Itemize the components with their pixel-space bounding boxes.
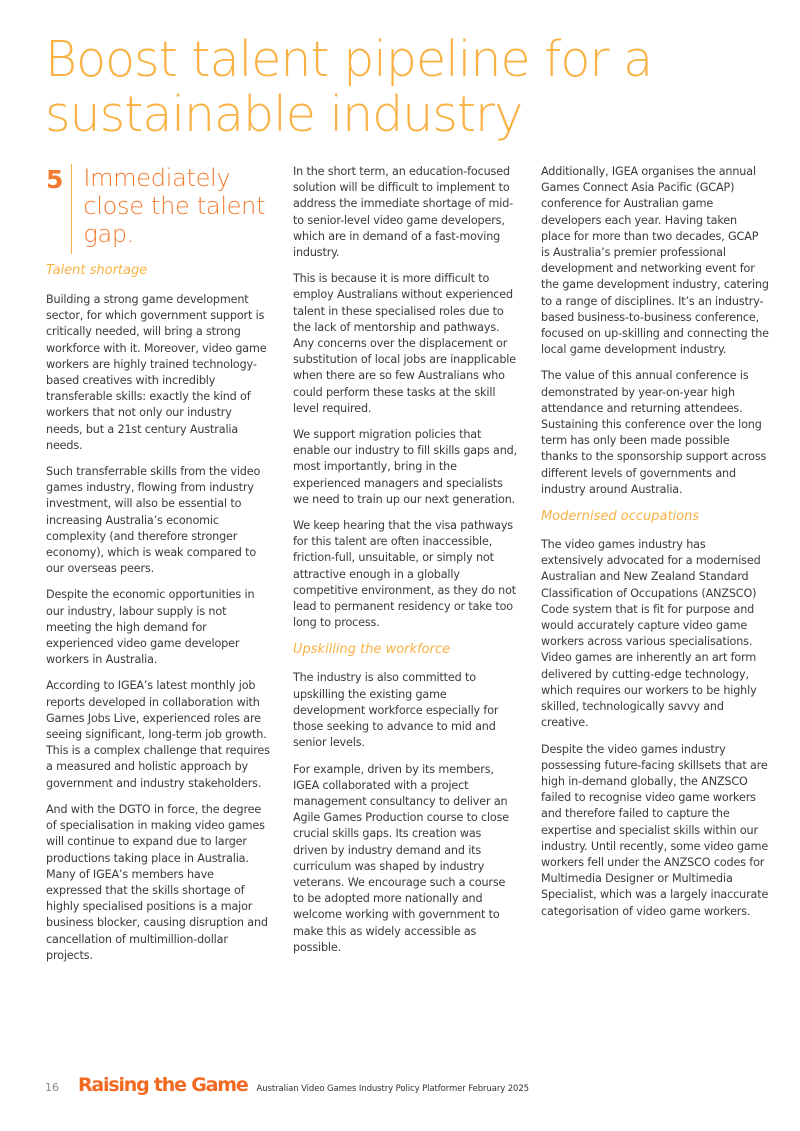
- subhead-upskilling: Upskilling the workforce: [293, 642, 451, 658]
- paragraph: Building a strong game development sector, for which government support is critically needed, will bring a strong workforce with it. Moreover, video game workers are highly trained technology-based creatives with incredibly transferable skills: exactly the kind of workers that not only our industry needs, but a 21st century Australia needs.: [46, 293, 267, 452]
- paragraph: According to IGEA’s latest monthly job reports developed in collaboration with Games Jobs Live, experienced roles are seeing significant, long-term job growth. This is a complex challenge that requires a measured and holistic approach by government and industry stakeholders.: [46, 679, 270, 790]
- section-heading: [46, 164, 271, 254]
- paragraph: For example, driven by its members, IGEA collaborated with a project management consultancy to deliver an Agile Games Production course to close crucial skills gaps. Its creation was driven by industry demand and its curriculum was shaped by industry veterans. We encourage such a course to be adopted more nationally and welcome working with government to make this as widely accessible as possible.: [293, 762, 510, 954]
- section-title: Immediately close the talent gap.: [83, 164, 266, 248]
- paragraph: The industry is also committed to upskilling the existing game development workforce especially for those seeking to advance to mid and senior levels.: [293, 671, 499, 750]
- paragraph: Despite the economic opportunities in our industry, labour supply is not meeting the high demand for experienced video game developer workers in Australia.: [46, 588, 255, 667]
- paragraph: In the short term, an education-focused solution will be difficult to implement to address the immediate shortage of mid- to senior-level video game developers, which are in demand of a fast-moving industry.: [293, 165, 514, 260]
- column-2: [293, 164, 519, 966]
- column-1: [46, 164, 271, 974]
- page-title: Boost talent pipeline for a sustainable industry: [45, 31, 653, 143]
- paragraph: We keep hearing that the visa pathways for this talent are often inaccessible, friction-full, unsuitable, or simply not attractive enough in a globally competitive environment, as they do not lead to permanent residency or take too long to process.: [293, 519, 517, 630]
- paragraph: This is because it is more difficult to employ Australians without experienced talent in these specialised roles due to the lack of mentorship and pathways. Any concerns over the displacement or substitution of local jobs are inapplicable when there are so few Australians who could perform these tasks at the skill level required.: [293, 272, 516, 415]
- page-footer: [45, 1074, 529, 1096]
- paragraph: The video games industry has extensively advocated for a modernised Australian and New Zealand Standard Classification of Occupations (ANZSCO) Code system that is fit for purpose and would accurately capture video game workers across various specialisations. Video games are inherently an art form delivered by cutting-edge technology, which requires our workers to be highly skilled, technologically savvy and creative.: [541, 538, 761, 730]
- brand-logo: Raising the Game: [78, 1074, 248, 1096]
- page-number: 16: [45, 1081, 59, 1094]
- paragraph: The value of this annual conference is demonstrated by year-on-year high attendance and returning attendees. Sustaining this conference over the long term has only been made possible thanks to the sponsorship support across different levels of governments and industry around Australia.: [541, 369, 767, 496]
- section-divider: [71, 164, 72, 254]
- section-number: 5: [46, 165, 64, 194]
- column-3: [541, 164, 769, 930]
- paragraph: Such transferrable skills from the video games industry, flowing from industry investment, will also be essential to increasing Australia’s economic complexity (and therefore stronger economy), which is weak compared to our overseas peers.: [46, 465, 261, 576]
- paragraph: Despite the video games industry possessing future-facing skillsets that are high in-demand globally, the ANZSCO failed to recognise video game workers and therefore failed to capture the expertise and specialist skills within our industry. Until recently, some video game workers fell under the ANZSCO codes for Multimedia Designer or Multimedia Specialist, which was a largely inaccurate categorisation of video game workers.: [541, 742, 769, 918]
- paragraph: We support migration policies that enable our industry to fill skills gaps and, most importantly, bring in the experienced managers and specialists we need to train up our next generation.: [293, 428, 518, 506]
- paragraph: Additionally, IGEA organises the annual Games Connect Asia Pacific (GCAP) conference for Australian game developers each year. Having taken place for more than two decades, GCAP is Australia’s premier professional development and networking event for the game development industry, catering to a range of disciplines. It’s an industry-based business-to-business conference, focused on up-skilling and connecting the local game development industry.: [541, 165, 769, 357]
- subhead-modernised-occupations: Modernised occupations: [541, 509, 700, 525]
- paragraph: And with the DGTO in force, the degree of specialisation in making video games will continue to expand due to larger productions taking place in Australia. Many of IGEA’s members have expressed that the skills shortage of highly specialised positions is a major business blocker, causing disruption and cancellation of multimillion-dollar projects.: [46, 802, 268, 962]
- subhead-talent-shortage: Talent shortage: [46, 263, 148, 278]
- document-caption: Australian Video Games Industry Policy Platformer February 2025: [256, 1084, 529, 1094]
